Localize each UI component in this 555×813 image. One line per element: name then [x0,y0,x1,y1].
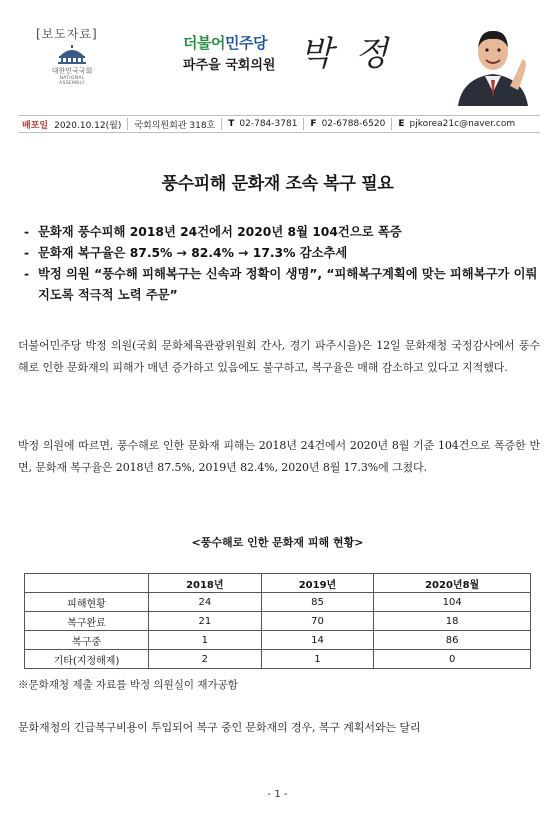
assembly-dome-icon [57,44,87,64]
table-cell: 86 [374,631,531,650]
fax-label: F [310,119,317,129]
party-name [183,32,267,53]
national-assembly-logo [48,44,96,86]
damage-status-table [24,573,531,669]
fax [304,118,392,130]
email-value: pjkorea21c@naver.com [409,119,516,129]
party-name-part2: 민주당 [224,34,267,52]
table-row [25,631,531,650]
telephone [222,118,304,130]
table-cell: 24 [149,593,262,612]
summary-item: - 박정 의원 “풍수해 피해복구는 신속과 정확이 생명”, “피해복구계획에 맞는 피해복구가 이뤄지도록 적극적 노력 주문” [20,264,540,306]
press-release-title: 풍수피해 문화재 조속 복구 필요 [161,174,394,194]
handwritten-signature: 박정 [300,34,410,74]
table-cell: 70 [261,612,374,631]
contact-info-bar [18,115,540,133]
telephone-value: 02-784-3781 [239,119,298,129]
table-row-label: 기타(지정해제) [25,650,149,669]
table-caption: <풍수해로 인한 문화재 피해 현황> [191,536,364,549]
assembly-name-en: NATIONAL ASSEMBLY [59,76,85,86]
table-row [25,612,531,631]
page-number: - 1 - [267,789,288,800]
table-cell: 1 [261,650,374,669]
table-cell: 18 [374,612,531,631]
summary-item: - 문화재 복구율은 87.5% → 82.4% → 17.3% 감소추세 [20,243,540,264]
table-header-cell: 2018년 [149,574,262,593]
table-cell: 2 [149,650,262,669]
telephone-label: T [228,119,235,129]
table-cell: 14 [261,631,374,650]
fax-value: 02-6788-6520 [321,119,386,129]
table-row-label: 복구중 [25,631,149,650]
table-source-note: ※문화재청 제출 자료를 박정 의원실이 재가공함 [18,679,238,691]
summary-list [20,222,540,306]
party-name-part1: 더불어 [183,34,225,52]
release-date-label: 배포일 [22,120,49,131]
release-date [18,118,128,130]
table-header-cell: 2020년8월 [374,574,531,593]
table-header-cell [25,574,149,593]
email [392,118,521,130]
press-release-badge: [보도자료] [36,27,98,41]
table-cell: 104 [374,593,531,612]
member-title: 파주을 국회의원 [183,58,276,73]
press-header [0,0,555,112]
summary-item: - 문화재 풍수피해 2018년 24건에서 2020년 8월 104건으로 폭증 [20,222,540,243]
table-header-row [25,574,531,593]
assembly-name-ko: 대한민국국회 [51,67,93,75]
table-header-cell: 2019년 [261,574,374,593]
table-cell: 1 [149,631,262,650]
table-cell: 0 [374,650,531,669]
table-cell: 21 [149,612,262,631]
office-address-value: 국회의원회관 318호 [134,120,216,131]
body-paragraph-3: 문화재청의 긴급복구비용이 투입되어 복구 중인 문화재의 경우, 복구 계획서와는 달리 [18,721,421,734]
table-cell: 85 [261,593,374,612]
body-paragraph-1: 더불어민주당 박정 의원(국회 문화체육관광위원회 간사, 경기 파주시을)은 12일 문화재청 국정감사에서 풍수해로 인한 문화재의 피해가 매년 증가하고 있음에도 불구하고, 복구율은 매해 감소하고 있다고 지적했다. [18,339,540,374]
table-row-label: 피해현황 [25,593,149,612]
release-date-value: 2020.10.12(월) [54,120,122,131]
table-row [25,650,531,669]
table-row-label: 복구완료 [25,612,149,631]
email-label: E [398,119,405,129]
body-paragraph-2: 박정 의원에 따르면, 풍수해로 인한 문화재 피해는 2018년 24건에서 2020년 8월 기준 104건으로 폭증한 반면, 문화재 복구율은 2018년 87.5%, 2019년 82.4%, 2020년 8월 17.3%에 그쳤다. [18,439,540,474]
office-address [128,118,222,130]
lawmaker-portrait-image [452,20,534,106]
table-row [25,593,531,612]
